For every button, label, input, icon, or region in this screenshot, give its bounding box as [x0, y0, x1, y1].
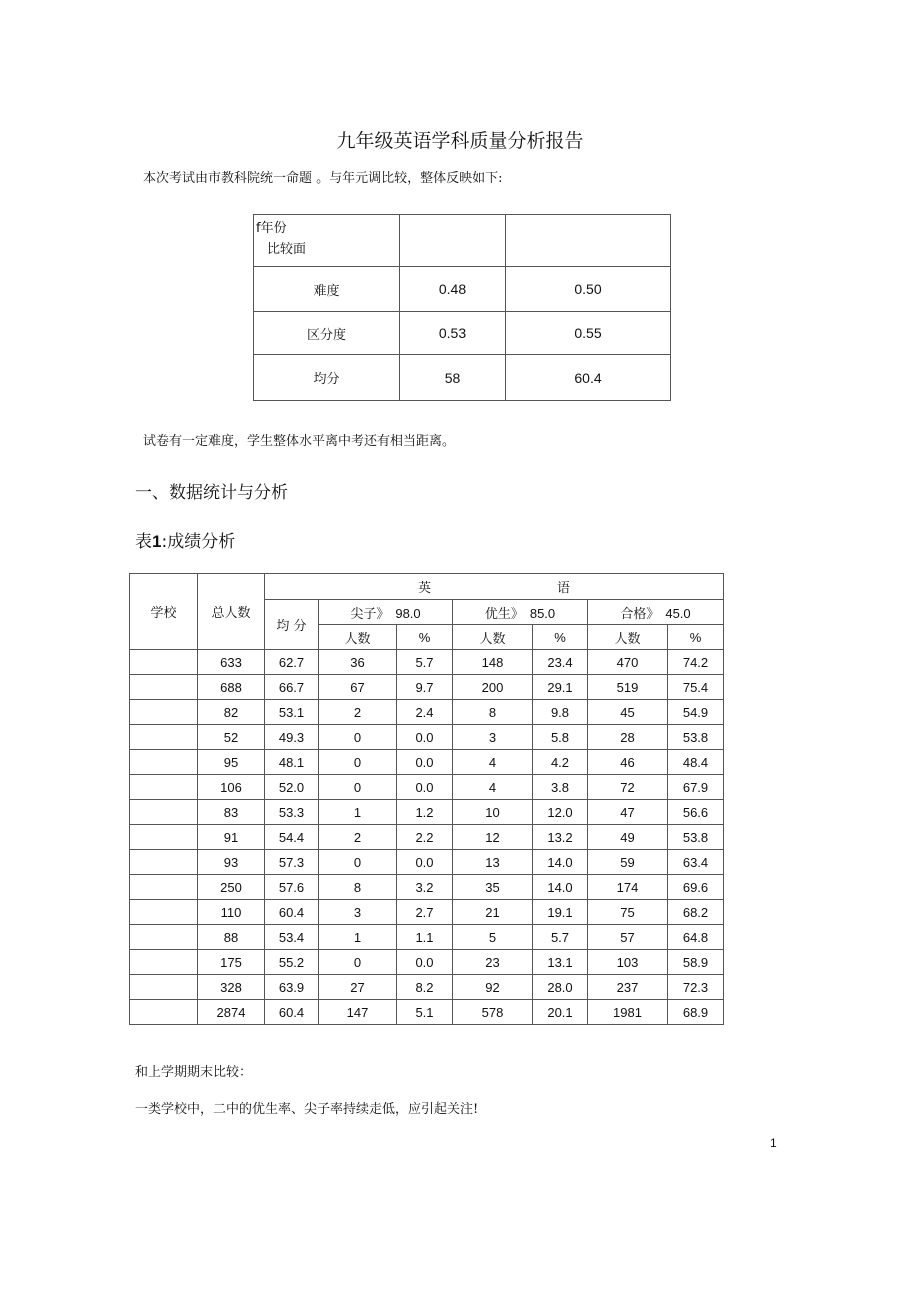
pass-pct-cell: 64.8 [668, 925, 724, 950]
excellent-pct-cell: 29.1 [533, 675, 588, 700]
pass-group-threshold: 45.0 [665, 605, 691, 621]
excellent-count-header: 人数 [453, 625, 533, 650]
pass-pct-cell: 53.8 [668, 825, 724, 850]
score-table-body [130, 650, 724, 1025]
score-table [129, 573, 724, 1025]
avg-cell: 55.2 [265, 950, 319, 975]
score-header-row [130, 574, 724, 600]
avg-cell: 49.3 [265, 725, 319, 750]
excellent-pct-cell: 4.2 [533, 750, 588, 775]
top-count-cell: 8 [319, 875, 397, 900]
pass-count-cell: 237 [588, 975, 668, 1000]
pass-count-cell: 46 [588, 750, 668, 775]
school-cell [130, 975, 198, 1000]
top-group-label: 尖子》 [350, 606, 390, 622]
comparison-col2-header [506, 215, 671, 267]
pass-pct-cell: 68.2 [668, 900, 724, 925]
comparison-row [254, 355, 671, 401]
excellent-pct-header: % [533, 625, 588, 650]
pass-count-cell: 57 [588, 925, 668, 950]
excellent-pct-cell: 13.2 [533, 825, 588, 850]
top-count-cell: 1 [319, 925, 397, 950]
excellent-pct-cell: 5.8 [533, 725, 588, 750]
table-row [130, 775, 724, 800]
pass-count-header: 人数 [588, 625, 668, 650]
excellent-pct-cell: 12.0 [533, 800, 588, 825]
pass-pct-cell: 72.3 [668, 975, 724, 1000]
total-cell: 88 [198, 925, 265, 950]
table-row [130, 925, 724, 950]
total-header: 总人数 [198, 574, 265, 650]
excellent-group-header [453, 600, 588, 625]
top-pct-cell: 0.0 [397, 950, 453, 975]
pass-count-cell: 47 [588, 800, 668, 825]
comparison-header-cell [254, 215, 400, 267]
excellent-count-cell: 12 [453, 825, 533, 850]
avg-cell: 52.0 [265, 775, 319, 800]
comparison-table [253, 214, 671, 401]
excellent-count-cell: 13 [453, 850, 533, 875]
top-pct-cell: 2.4 [397, 700, 453, 725]
pass-pct-cell: 68.9 [668, 1000, 724, 1025]
avg-cell: 60.4 [265, 900, 319, 925]
top-pct-cell: 2.7 [397, 900, 453, 925]
avg-cell: 53.1 [265, 700, 319, 725]
total-cell: 83 [198, 800, 265, 825]
avg-cell: 53.4 [265, 925, 319, 950]
table-row [130, 1000, 724, 1025]
top-pct-cell: 2.2 [397, 825, 453, 850]
excellent-group-label: 优生》 [484, 606, 524, 622]
table-row [130, 750, 724, 775]
excellent-pct-cell: 20.1 [533, 1000, 588, 1025]
school-cell [130, 750, 198, 775]
total-cell: 95 [198, 750, 265, 775]
pass-count-cell: 28 [588, 725, 668, 750]
comparison-row-label: 均分 [254, 355, 400, 401]
excellent-pct-cell: 19.1 [533, 900, 588, 925]
top-count-cell: 3 [319, 900, 397, 925]
school-cell [130, 875, 198, 900]
pass-pct-cell: 69.6 [668, 875, 724, 900]
top-count-cell: 36 [319, 650, 397, 675]
comparison-value: 0.55 [506, 312, 671, 355]
top-count-cell: 147 [319, 1000, 397, 1025]
top-pct-cell: 9.7 [397, 675, 453, 700]
top-count-cell: 0 [319, 850, 397, 875]
school-cell [130, 850, 198, 875]
comparison-row [254, 267, 671, 312]
comparison-value: 0.53 [400, 312, 506, 355]
excellent-count-cell: 10 [453, 800, 533, 825]
top-pct-cell: 5.7 [397, 650, 453, 675]
avg-cell: 60.4 [265, 1000, 319, 1025]
table-title [135, 527, 235, 552]
top-count-cell: 67 [319, 675, 397, 700]
table-row [130, 825, 724, 850]
top-pct-cell: 8.2 [397, 975, 453, 1000]
top-pct-cell: 3.2 [397, 875, 453, 900]
table-title-suffix: :成绩分析 [161, 532, 236, 552]
excellent-count-cell: 5 [453, 925, 533, 950]
concern-statement: 一类学校中，二中的优生率、尖子率持续走低，应引起关注! [135, 1102, 479, 1117]
comparison-value: 0.50 [506, 267, 671, 312]
top-count-cell: 0 [319, 950, 397, 975]
avg-cell: 63.9 [265, 975, 319, 1000]
top-count-cell: 27 [319, 975, 397, 1000]
school-cell [130, 900, 198, 925]
school-cell [130, 825, 198, 850]
top-pct-cell: 0.0 [397, 750, 453, 775]
pass-count-cell: 45 [588, 700, 668, 725]
total-cell: 82 [198, 700, 265, 725]
top-group-header [319, 600, 453, 625]
comparison-row-label: 难度 [254, 267, 400, 312]
section-heading: 一、数据统计与分析 [135, 483, 288, 503]
table-title-number: 1 [152, 532, 162, 551]
school-header: 学校 [130, 574, 198, 650]
excellent-pct-cell: 3.8 [533, 775, 588, 800]
page-number: 1 [770, 1136, 777, 1150]
total-cell: 175 [198, 950, 265, 975]
total-cell: 328 [198, 975, 265, 1000]
pass-pct-cell: 53.8 [668, 725, 724, 750]
top-pct-cell: 5.1 [397, 1000, 453, 1025]
avg-cell: 62.7 [265, 650, 319, 675]
avg-cell: 54.4 [265, 825, 319, 850]
subject-header [265, 574, 724, 600]
excellent-count-cell: 200 [453, 675, 533, 700]
excellent-count-cell: 21 [453, 900, 533, 925]
pass-count-cell: 49 [588, 825, 668, 850]
school-cell [130, 650, 198, 675]
top-count-cell: 1 [319, 800, 397, 825]
pass-pct-cell: 54.9 [668, 700, 724, 725]
document-title: 九年级英语学科质量分析报告 [336, 130, 584, 152]
total-cell: 2874 [198, 1000, 265, 1025]
pass-count-cell: 470 [588, 650, 668, 675]
school-cell [130, 675, 198, 700]
top-count-header: 人数 [319, 625, 397, 650]
pass-count-cell: 519 [588, 675, 668, 700]
total-cell: 91 [198, 825, 265, 850]
pass-pct-cell: 63.4 [668, 850, 724, 875]
pass-count-cell: 59 [588, 850, 668, 875]
top-pct-cell: 0.0 [397, 850, 453, 875]
pass-group-label: 合格》 [620, 606, 660, 622]
comparison-row [254, 312, 671, 355]
avg-cell: 57.6 [265, 875, 319, 900]
total-cell: 93 [198, 850, 265, 875]
excellent-pct-cell: 28.0 [533, 975, 588, 1000]
table-row [130, 650, 724, 675]
pass-count-cell: 174 [588, 875, 668, 900]
school-cell [130, 725, 198, 750]
avg-cell: 57.3 [265, 850, 319, 875]
pass-pct-cell: 74.2 [668, 650, 724, 675]
total-cell: 52 [198, 725, 265, 750]
excellent-count-cell: 3 [453, 725, 533, 750]
top-count-cell: 2 [319, 700, 397, 725]
excellent-count-cell: 578 [453, 1000, 533, 1025]
pass-count-cell: 103 [588, 950, 668, 975]
total-cell: 633 [198, 650, 265, 675]
header-aspect-label: 比较面 [267, 242, 307, 257]
excellent-pct-cell: 9.8 [533, 700, 588, 725]
subject-char-2: 语 [557, 581, 571, 596]
top-pct-cell: 1.2 [397, 800, 453, 825]
excellent-group-threshold: 85.0 [529, 605, 556, 621]
avg-cell: 66.7 [265, 675, 319, 700]
pass-pct-cell: 56.6 [668, 800, 724, 825]
excellent-pct-cell: 5.7 [533, 925, 588, 950]
comparison-value: 58 [400, 355, 506, 401]
excellent-pct-cell: 13.1 [533, 950, 588, 975]
table-row [130, 950, 724, 975]
difficulty-note: 试卷有一定难度，学生整体水平离中考还有相当距离。 [143, 434, 456, 449]
top-pct-header: % [397, 625, 453, 650]
comparison-value: 0.48 [400, 267, 506, 312]
excellent-count-cell: 23 [453, 950, 533, 975]
excellent-pct-cell: 14.0 [533, 875, 588, 900]
school-cell [130, 1000, 198, 1025]
school-cell [130, 925, 198, 950]
pass-count-cell: 75 [588, 900, 668, 925]
excellent-count-cell: 8 [453, 700, 533, 725]
pass-group-header [588, 600, 724, 625]
comparison-col1-header [400, 215, 506, 267]
top-count-cell: 2 [319, 825, 397, 850]
total-cell: 106 [198, 775, 265, 800]
excellent-count-cell: 4 [453, 750, 533, 775]
excellent-count-cell: 92 [453, 975, 533, 1000]
pass-pct-cell: 58.9 [668, 950, 724, 975]
excellent-count-cell: 4 [453, 775, 533, 800]
pass-pct-cell: 48.4 [668, 750, 724, 775]
top-count-cell: 0 [319, 750, 397, 775]
table-row [130, 875, 724, 900]
top-pct-cell: 1.1 [397, 925, 453, 950]
school-cell [130, 700, 198, 725]
table-row [130, 800, 724, 825]
table-row [130, 700, 724, 725]
header-year-label: f年份 [256, 221, 287, 236]
school-cell [130, 775, 198, 800]
comparison-statement: 和上学期期末比较： [135, 1065, 253, 1080]
total-cell: 110 [198, 900, 265, 925]
table-row [130, 850, 724, 875]
total-cell: 688 [198, 675, 265, 700]
excellent-count-cell: 148 [453, 650, 533, 675]
top-group-threshold: 98.0 [395, 605, 421, 621]
pass-pct-cell: 75.4 [668, 675, 724, 700]
subject-char-1: 英 [417, 581, 431, 596]
table-row [130, 725, 724, 750]
avg-header: 均 分 [265, 600, 319, 650]
top-pct-cell: 0.0 [397, 775, 453, 800]
comparison-value: 60.4 [506, 355, 671, 401]
total-cell: 250 [198, 875, 265, 900]
top-pct-cell: 0.0 [397, 725, 453, 750]
pass-pct-header: % [668, 625, 724, 650]
pass-pct-cell: 67.9 [668, 775, 724, 800]
table-row [130, 675, 724, 700]
table-row [130, 975, 724, 1000]
excellent-count-cell: 35 [453, 875, 533, 900]
table-title-prefix: 表 [135, 532, 152, 552]
excellent-pct-cell: 23.4 [533, 650, 588, 675]
school-cell [130, 950, 198, 975]
pass-count-cell: 1981 [588, 1000, 668, 1025]
table-row [130, 900, 724, 925]
excellent-pct-cell: 14.0 [533, 850, 588, 875]
avg-cell: 53.3 [265, 800, 319, 825]
top-count-cell: 0 [319, 725, 397, 750]
top-count-cell: 0 [319, 775, 397, 800]
avg-cell: 48.1 [265, 750, 319, 775]
school-cell [130, 800, 198, 825]
intro-paragraph: 本次考试由市教科院统一命题 。与年元调比较，整体反映如下: [143, 171, 503, 186]
comparison-row-label: 区分度 [254, 312, 400, 355]
pass-count-cell: 72 [588, 775, 668, 800]
